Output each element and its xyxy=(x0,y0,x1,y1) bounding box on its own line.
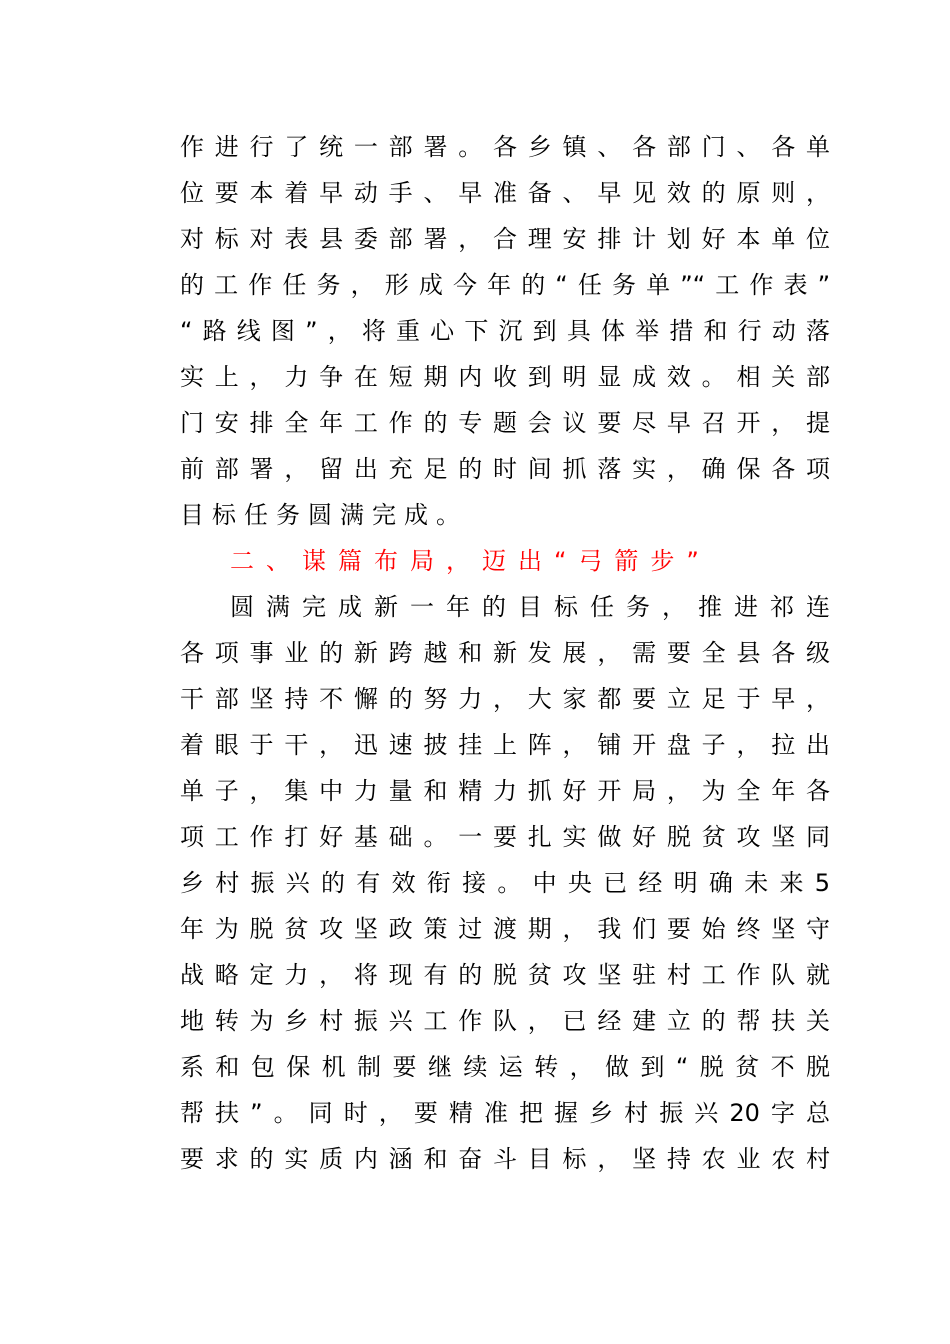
text-line: 年为脱贫攻坚政策过渡期，我们要始终坚守 xyxy=(180,915,830,943)
text-line: 着眼于干，迅速披挂上阵，铺开盘子，拉出 xyxy=(180,731,830,759)
text-line: 要求的实质内涵和奋斗目标，坚持农业农村 xyxy=(180,1145,830,1173)
section-heading: 二、谋篇布局，迈出“弓箭步” xyxy=(230,547,711,575)
text-line: 单子，集中力量和精力抓好开局，为全年各 xyxy=(180,777,830,805)
text-line: 位要本着早动手、早准备、早见效的原则， xyxy=(180,179,830,207)
text-line: “路线图”，将重心下沉到具体举措和行动落 xyxy=(180,317,830,345)
paragraph-2 xyxy=(180,584,830,1182)
text-line: 圆满完成新一年的目标任务，推进祁连 xyxy=(230,593,830,621)
text-line: 乡村振兴的有效衔接。中央已经明确未来5 xyxy=(180,869,830,897)
text-line: 门安排全年工作的专题会议要尽早召开，提 xyxy=(180,409,830,437)
text-line: 系和包保机制要继续运转，做到“脱贫不脱 xyxy=(180,1053,830,1081)
text-line: 作进行了统一部署。各乡镇、各部门、各单 xyxy=(180,133,830,161)
text-line: 前部署，留出充足的时间抓落实，确保各项 xyxy=(180,455,830,483)
text-line: 地转为乡村振兴工作队，已经建立的帮扶关 xyxy=(180,1007,830,1035)
paragraph-1 xyxy=(180,124,830,538)
text-line: 对标对表县委部署，合理安排计划好本单位 xyxy=(180,225,830,253)
text-line: 战略定力，将现有的脱贫攻坚驻村工作队就 xyxy=(180,961,830,989)
text-line: 各项事业的新跨越和新发展，需要全县各级 xyxy=(180,639,830,667)
text-line: 帮扶”。同时，要精准把握乡村振兴20字总 xyxy=(180,1099,830,1127)
text-line: 实上，力争在短期内收到明显成效。相关部 xyxy=(180,363,830,391)
text-line: 的工作任务，形成今年的“任务单”“工作表” xyxy=(180,271,830,299)
text-line: 干部坚持不懈的努力，大家都要立足于早， xyxy=(180,685,830,713)
text-line: 项工作打好基础。一要扎实做好脱贫攻坚同 xyxy=(180,823,830,851)
body-text xyxy=(180,124,830,1182)
text-line: 目标任务圆满完成。 xyxy=(180,501,468,529)
